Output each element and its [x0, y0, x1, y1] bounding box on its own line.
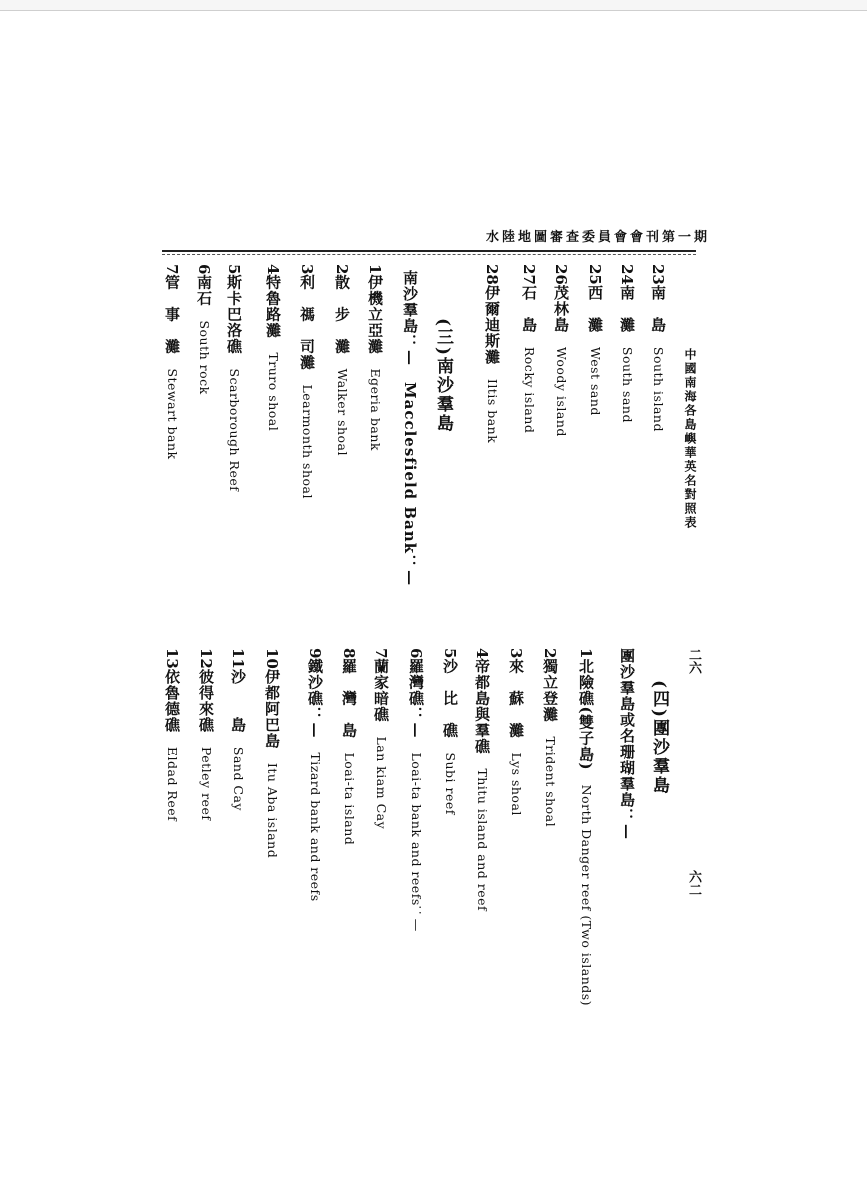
- section-intro: 南沙羣島：— Macclesfield Bank：—: [401, 270, 419, 587]
- viewer-top-bar: [0, 0, 867, 11]
- entry-row: [650, 264, 665, 432]
- entry-row: 10伊都阿巴島Itu Aba island: [263, 648, 281, 859]
- entry-chinese: 伊爾迪斯灘: [483, 284, 501, 365]
- entry-row: 12彼得來礁Petley reef: [197, 648, 215, 821]
- page-number-alt: 六二: [686, 870, 701, 896]
- entry-number: 27: [520, 264, 538, 285]
- entry-row: 9鐵沙礁：—Tizard bank and reefs: [306, 648, 324, 902]
- entry-row: 8羅 灣 島Loai-ta island: [340, 648, 358, 846]
- entry-row: 4特魯路灘Truro shoal: [264, 264, 282, 432]
- entry-row: [484, 264, 499, 443]
- entry-row: 7蘭家暗礁Lan kiam Cay: [372, 648, 390, 830]
- entry-english: Woody island: [554, 346, 569, 437]
- entry-number: 23: [649, 264, 667, 285]
- entry-row: 1伊機立亞灘Egeria bank: [366, 264, 384, 451]
- entry-row: 11沙 島Sand Cay: [229, 648, 247, 811]
- entry-row: 5沙 比 礁Subi reef: [441, 648, 459, 815]
- entry-chinese: 南 島: [649, 284, 667, 333]
- section-title: (四)團沙羣島: [649, 680, 669, 796]
- entry-number: 28: [483, 264, 501, 285]
- entry-row: [553, 264, 568, 437]
- entry-row: 3利 禡 司灘Learmonth shoal: [298, 264, 316, 499]
- entry-row: 5斯卡巴洛礁Scarborough Reef: [225, 264, 243, 492]
- entry-chinese: 南 灘: [618, 284, 636, 333]
- entry-english: South island: [651, 346, 666, 432]
- entry-number: 24: [618, 264, 636, 285]
- entry-row: [619, 264, 634, 423]
- entry-english: West sand: [588, 346, 603, 416]
- entry-chinese: 西 灘: [586, 284, 604, 333]
- entry-row: 4帝都島與羣礁Thitu island and reef: [473, 648, 491, 912]
- journal-running-header: 水陸地圖審查委員會會刊第一期: [485, 230, 710, 245]
- table-title: 中國南海各島嶼華英名對照表: [683, 348, 697, 530]
- entry-row: 13依魯德礁Eldad Reef: [163, 648, 181, 822]
- page-number-cn: 二六: [686, 648, 701, 674]
- entry-row: 2獨立登灘Trident shoal: [541, 648, 559, 828]
- entry-english: Iltis bank: [485, 378, 500, 444]
- entry-row: 6南石South rock: [195, 264, 213, 395]
- header-rule-dashed: [162, 254, 696, 255]
- entry-english: Rocky island: [522, 346, 537, 434]
- entry-row: 1北險礁(雙子島)North Danger reef (Two islands): [577, 648, 595, 1007]
- header-rule: [162, 250, 696, 252]
- entry-row: 3來 蘇 灘Lys shoal: [507, 648, 525, 816]
- entry-chinese: 石 島: [520, 284, 538, 333]
- entry-number: 25: [586, 264, 604, 285]
- entry-number: 26: [552, 264, 570, 285]
- entry-row: [521, 264, 536, 433]
- entry-chinese: 茂林島: [552, 284, 570, 333]
- section-intro: 團沙羣島或名珊瑚羣島：—: [618, 648, 636, 840]
- entry-row: [587, 264, 602, 416]
- section-title: (三)南沙羣島: [433, 318, 453, 434]
- entry-english: South sand: [620, 346, 635, 423]
- entry-row: 7管 事 灘Stewart bank: [163, 264, 181, 460]
- entry-row: 6羅灣礁：—Loai-ta bank and reefs：—: [407, 648, 425, 932]
- entry-row: 2散 步 灘Walker shoal: [333, 264, 351, 457]
